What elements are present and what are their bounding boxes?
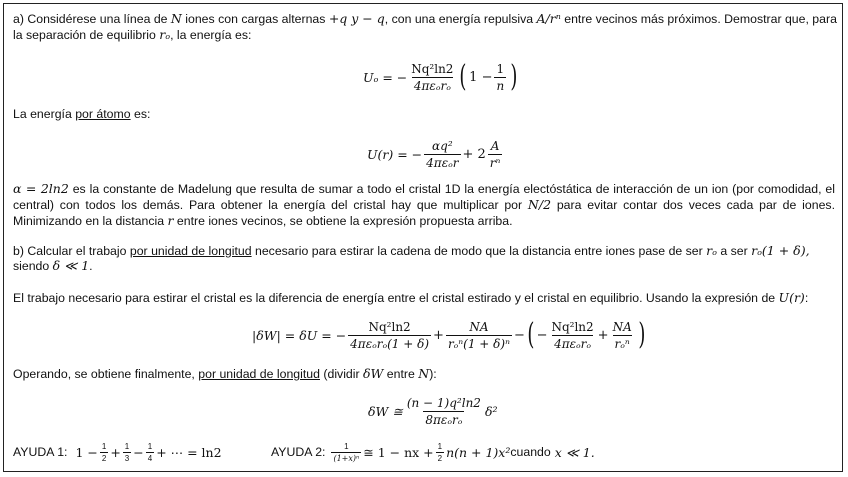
hint-1: AYUDA 1: 1 − $\frac{1}{2}$ + $\frac{1}{3}$ − $\frac{1}{4}$ + ⋯ = ln2 [13, 441, 222, 463]
operating-text: Operando, se obtiene finalmente, por unidad de longitud (dividir δW entre N): [13, 366, 437, 381]
part-a-line2: la separación de equilibrio rₒ, la energía es: [13, 27, 252, 42]
part-a-line1: a) Considérese una línea de N iones con cargas alternas +q y − q, con una energía repulsiva A/rⁿ entre vecinos más próximos. Demostrar que, para [13, 11, 837, 26]
madelung-paragraph: α = 2ln2 es la constante de Madelung que resulta de sumar a todo el cristal 1D la energía electóstática de interacción de un ion (por comodidad, el central) con todos los demás. Para obtener la energía del cristal hay que multiplicar por N/2 para evitar contar dos veces cada par de iones. Minimizando en la distancia r entre iones vecinos, se obtiene la expresión propuesta arriba. [13, 181, 835, 228]
equation-u0: Uₒ = − $\frac{\text{Nq²ln2}}{\text{4πεₒrₒ}}$ ( 1 − $\frac{1}{n}$ ) [363, 59, 518, 94]
part-b-line2: siendo δ ≪ 1. [13, 258, 93, 273]
work-text: El trabajo necesario para estirar el cristal es la diferencia de energía entre el cristal estirado y el cristal en equilibrio. Usando la expresión de U(r): [13, 290, 809, 305]
equation-work: |δW| = δU = − $\frac{\text{Nq²ln2}}{\text{4πεₒrₒ(1 + δ)}}$ + $\frac{NA}{\text{rₒⁿ(1 + δ)ⁿ}}$ − ( − $\frac{\text{Nq²ln2}}{\text{4πεₒrₒ}}$ + $\frac{NA}{\text{rₒⁿ}}$ ) [252, 317, 646, 352]
energy-per-atom-text: La energía por átomo es: [13, 107, 151, 121]
hint-2: AYUDA 2: $\frac{1}{\text{(1+x)ⁿ}}$ ≅ 1 − nx + $\frac{1}{2}$ n(n + 1)x² cuando x ≪ 1. [271, 441, 595, 463]
equation-dw-result: δW ≅ $\frac{\text{(n − 1)q²ln2}}{\text{8πεₒrₒ}}$ δ² [368, 395, 498, 427]
part-b-line1: b) Calcular el trabajo por unidad de longitud necesario para estirar la cadena de modo que la distancia entre iones pase de ser rₒ a ser rₒ(1 + δ), [13, 243, 810, 258]
equation-ur: U(r) = − $\frac{\text{αq²}}{\text{4πεₒr}}$ + 2 $\frac{A}{\text{rⁿ}}$ [367, 138, 501, 170]
